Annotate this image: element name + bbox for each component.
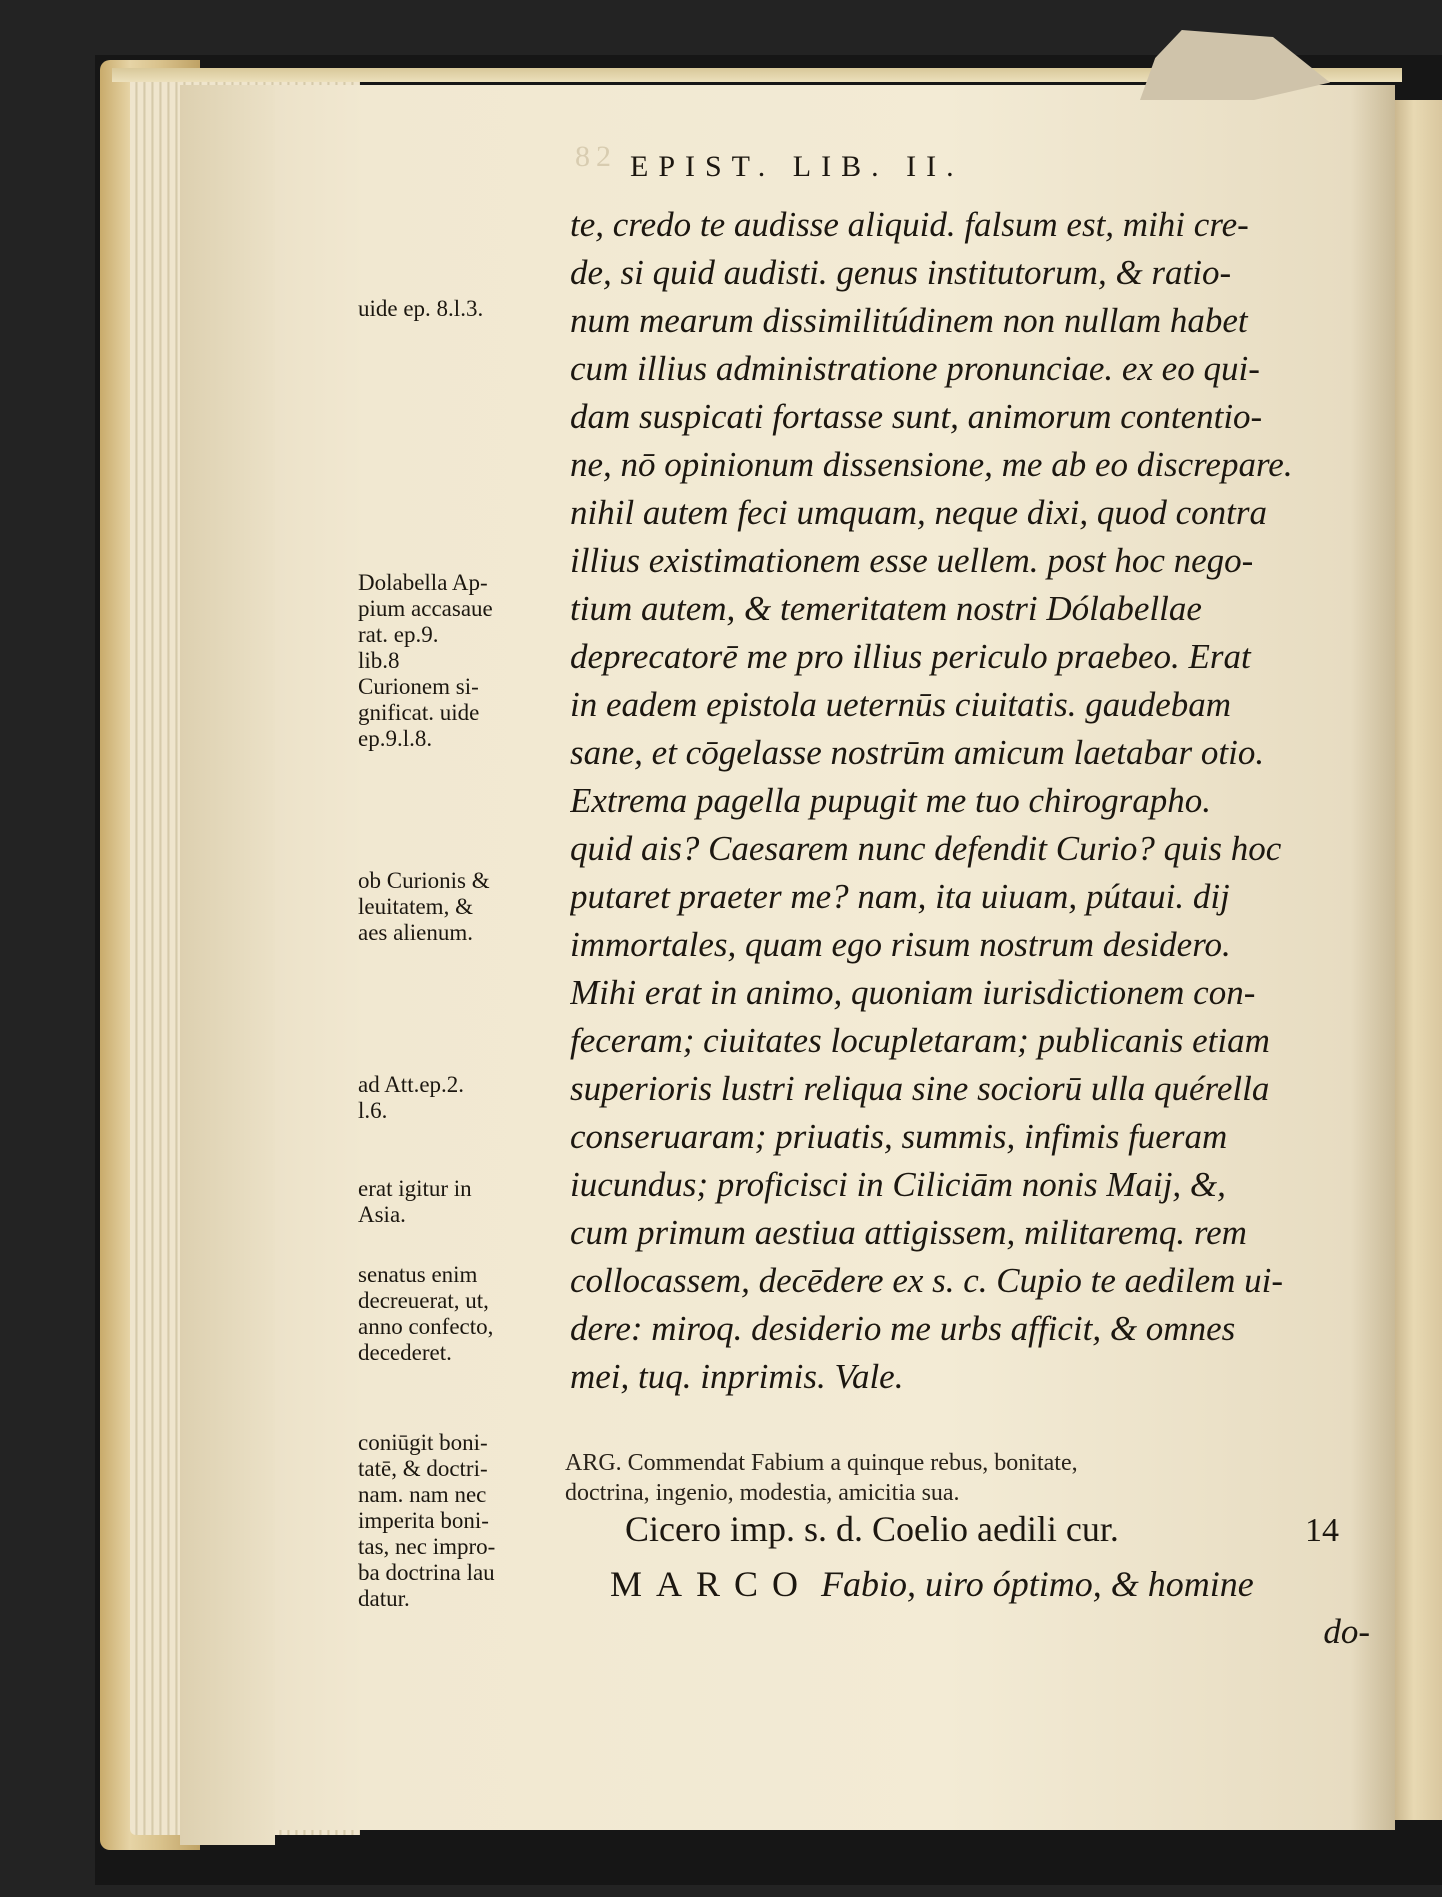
catchword: do- [1323,1612,1370,1651]
opening-capitals: MARCO [610,1564,813,1604]
text-line: dam suspicati fortasse sunt, animorum contentio- [570,397,1263,436]
text-line: mei, tuq. inprimis. Vale. [570,1357,904,1396]
text-line: dere: miroq. desiderio me urbs afficit, & omnes [570,1309,1236,1348]
margin-note: uide ep. 8.l.3. [358,296,484,321]
text-line: ne, nō opinionum dissensione, me ab eo discrepare. [570,445,1293,484]
page-gutter [180,85,275,1845]
margin-note: senatus enim decreuerat, ut, anno confecto, decederet. [358,1262,494,1365]
letter-salutation: Cicero imp. s. d. Coelio aedili cur. [625,1509,1119,1549]
margin-note: ob Curionis & leuitatem, & aes alienum. [358,868,490,945]
text-line: deprecatorē me pro illius periculo praebeo. Erat [570,637,1251,676]
text-line: Extrema pagella pupugit me tuo chirographo. [570,781,1211,820]
text-line: num mearum dissimilitúdinem non nullam habet [570,301,1248,340]
text-line: cum illius administratione pronunciae. ex eo qui- [570,349,1260,388]
text-line: collocassem, decēdere ex s. c. Cupio te aedilem ui- [570,1261,1284,1300]
letter-argument: ARG. Commendat Fabium a quinque rebus, bonitate, doctrina, ingenio, modestia, amicitia sua. [565,1450,1078,1506]
facing-page-edge [1395,100,1442,1820]
letter-number: 14 [1305,1512,1339,1549]
text-line: quid ais? Caesarem nunc defendit Curio? quis hoc [570,829,1282,868]
letter-opening [610,1560,1370,1608]
text-line: de, si quid audisti. genus institutorum, & ratio- [570,253,1232,292]
text-line: sane, et cōgelasse nostrūm amicum laetabar otio. [570,733,1265,772]
text-line: feceram; ciuitates locupletaram; publicanis etiam [570,1021,1270,1060]
text-line: Mihi erat in animo, quoniam iurisdictionem con- [570,973,1256,1012]
opening-text: Fabio, uiro óptimo, & homine [812,1564,1254,1604]
text-line: superioris lustri reliqua sine sociorū ulla quérella [570,1069,1270,1108]
text-line: conseruaram; priuatis, summis, infimis fueram [570,1117,1228,1156]
text-line: in eadem epistola ueternūs ciuitatis. gaudebam [570,685,1232,724]
margin-note: coniūgit boni- tatē, & doctri- nam. nam nec imperita boni- tas, nec impro- ba doctrina lau datur. [358,1430,496,1611]
text-line: immortales, quam ego risum nostrum desidero. [570,925,1231,964]
margin-note: ad Att.ep.2. l.6. [358,1072,465,1123]
bleed-through-number: 82 [575,140,617,173]
text-line: putaret praeter me? nam, ita uiuam, pútaui. dij [570,877,1230,916]
text-line: cum primum aestiua attigissem, militaremq. rem [570,1213,1247,1252]
text-line: illius existimationem esse uellem. post hoc nego- [570,541,1254,580]
text-line: te, credo te audisse aliquid. falsum est, mihi cre- [570,205,1249,244]
text-line: tium autem, & temeritatem nostri Dólabellae [570,589,1202,628]
margin-note: erat igitur in Asia. [358,1176,472,1227]
margin-note: Dolabella Ap- pium accasaue rat. ep.9. lib.8 [358,570,493,673]
text-line: iucundus; proficisci in Ciliciām nonis Maij, &, [570,1165,1226,1204]
text-line: nihil autem feci umquam, neque dixi, quod contra [570,493,1267,532]
margin-note: Curionem si- gnificat. uide ep.9.l.8. [358,674,480,751]
running-head: EPIST. LIB. II. [630,150,964,183]
